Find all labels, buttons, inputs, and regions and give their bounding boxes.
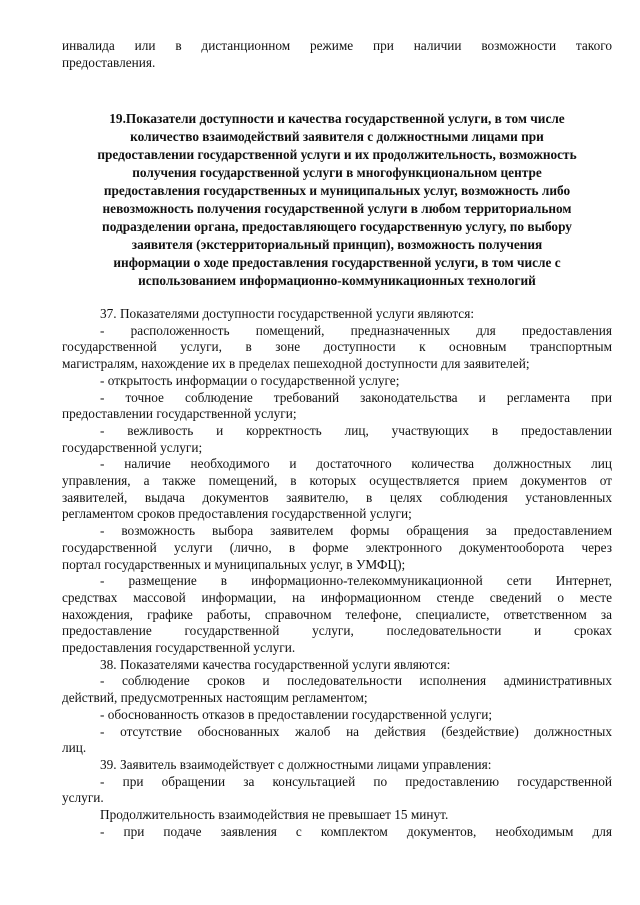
top-paragraph bbox=[62, 38, 612, 71]
heading-line: заявителя (экстерриториальный принцип), возможность получения bbox=[131, 237, 543, 252]
heading-line: 19.Показатели доступности и качества государственной услуги, в том числе bbox=[109, 111, 565, 126]
body-line: 38. Показателями качества государственной услуги являются: bbox=[100, 656, 451, 672]
heading-line: количество взаимодействий заявителя с должностными лицами при bbox=[130, 129, 544, 144]
body-line: регламентом сроков предоставления государственной услуги; bbox=[62, 506, 412, 522]
heading-line: предоставлении государственной услуги и их продолжительность, возможность bbox=[97, 147, 577, 162]
heading-line: подразделении органа, предоставляющего государственную услугу, по выбору bbox=[102, 219, 572, 234]
text-line: предоставления. bbox=[62, 54, 156, 70]
body-line: - расположенность помещений, предназначенных для предоставления bbox=[100, 322, 612, 338]
body-line: - при подаче заявления с комплектом документов, необходимым для bbox=[100, 823, 612, 839]
heading-line: информации о ходе предоставления государственной услуги, в том числе с bbox=[113, 255, 561, 270]
body-line: государственной услуги, в зоне доступности к основным транспортным bbox=[62, 339, 612, 355]
body-line: лиц. bbox=[62, 740, 87, 756]
body-line: заявителей, выдача документов заявителю, в целях соблюдения установленных bbox=[62, 489, 612, 505]
body-line: Продолжительность взаимодействия не превышает 15 минут. bbox=[100, 807, 449, 823]
body-line: средствах массовой информации, на информационном стенде сведений о месте bbox=[62, 589, 612, 605]
body-line: - соблюдение сроков и последовательности исполнения административных bbox=[100, 673, 612, 689]
body-line: действий, предусмотренных настоящим регламентом; bbox=[62, 690, 368, 706]
body-line: предоставление государственной услуги, последовательности и сроках bbox=[62, 623, 612, 639]
heading-line: получения государственной услуги в многофункциональном центре bbox=[132, 165, 542, 180]
body-line: - размещение в информационно-телекоммуникационной сети Интернет, bbox=[100, 573, 612, 589]
body-line: нахождения, графике работы, справочном телефоне, специалисте, ответственном за bbox=[62, 606, 612, 622]
body-line: - при обращении за консультацией по предоставлению государственной bbox=[100, 773, 612, 789]
body-line: 39. Заявитель взаимодействует с должностными лицами управления: bbox=[100, 756, 492, 772]
body-line: - наличие необходимого и достаточного количества должностных лиц bbox=[100, 456, 612, 472]
body-line: предоставлении государственной услуги; bbox=[62, 406, 297, 422]
body-line: - отсутствие обоснованных жалоб на действия (бездействие) должностных bbox=[100, 723, 612, 739]
body-line: - вежливость и корректность лиц, участвующих в предоставлении bbox=[100, 422, 612, 438]
heading-line: невозможность получения государственной услуги в любом территориальном bbox=[102, 201, 572, 216]
text-line: инвалида или в дистанционном режиме при наличии возможности такого bbox=[62, 38, 612, 53]
heading-line: использованием информационно-коммуникационных технологий bbox=[138, 273, 536, 288]
body-line: государственной услуги; bbox=[62, 439, 203, 455]
body-line: - точное соблюдение требований законодательства и регламента при bbox=[100, 389, 612, 405]
body-line: управления, а также помещений, в которых осуществляется прием документов от bbox=[62, 473, 612, 489]
body-text bbox=[62, 306, 612, 841]
heading-line: предоставления государственных и муниципальных услуг, возможность либо bbox=[103, 183, 571, 198]
body-line: - возможность выбора заявителем формы обращения за предоставлением bbox=[100, 523, 612, 539]
body-line: - обоснованность отказов в предоставлении государственной услуги; bbox=[100, 706, 493, 722]
body-line: государственной услуги (лично, в форме электронного документооборота через bbox=[62, 539, 612, 555]
body-line: - открытость информации о государственной услуге; bbox=[100, 372, 400, 388]
body-line: 37. Показателями доступности государственной услуги являются: bbox=[100, 306, 475, 321]
body-line: предоставления государственной услуги. bbox=[62, 640, 296, 656]
body-line: магистралям, нахождение их в пределах пешеходной доступности для заявителей; bbox=[62, 356, 530, 372]
body-line: услуги. bbox=[62, 790, 104, 806]
section-heading bbox=[60, 110, 614, 290]
body-line: портал государственных и муниципальных услуг, в УМФЦ); bbox=[62, 556, 406, 572]
